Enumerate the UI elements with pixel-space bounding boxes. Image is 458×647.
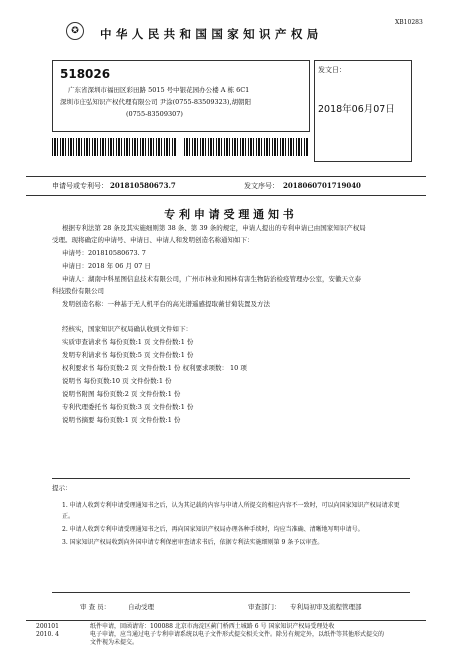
national-emblem-icon: ✪ [66, 22, 84, 40]
file-item: 实质审查请求书 每份页数:1 页 文件份数:1 份 [62, 338, 194, 346]
postcode: 518026 [60, 67, 111, 81]
form-version: 2010. 4 [36, 631, 59, 638]
examiner-label: 审 查 员： [80, 603, 111, 611]
footer-top-line [26, 620, 426, 621]
notes-heading: 提示： [52, 484, 72, 492]
send-date-value: 2018年06月07日 [318, 104, 395, 115]
note-item: 2. 申请人收到专利申请受理通知书之后，再向国家知识产权局办理各种手续时，均应当准确、清晰地写明申请号。 [62, 526, 364, 533]
address-line-1: 广东省深圳市福田区彩田路 5015 号中银花园办公楼 A 栋 6C1 [68, 86, 250, 94]
send-date-label: 发文日： [318, 66, 346, 74]
number-row-top-line [26, 176, 426, 177]
number-row-bottom-line [26, 195, 426, 196]
department-label: 审查部门： [248, 603, 281, 611]
footer-line-1: 纸件申请，回函请寄：100088 北京市海淀区蓟门桥西土城路 6 号 国家知识产权局受理处收 [90, 623, 335, 630]
address-line-3: (0755-83509307) [126, 110, 183, 118]
barcode-left [52, 138, 176, 156]
application-number: 201810580673.7 [110, 181, 176, 190]
document-code: XB10283 [395, 19, 423, 26]
footer-line-2: 电子申请，应当通过电子专利申请系统以电子文件形式提交相关文件。除另有规定外，以纸件等其他形式提交的 [90, 631, 385, 638]
filing-date-line: 申请日：2018 年 06 月 07 日 [62, 262, 151, 270]
examiner-divider [52, 592, 410, 593]
application-number-line: 申请号：201810580673. 7 [62, 249, 146, 257]
examiner-value: 自动受理 [128, 603, 154, 611]
files-intro: 经核实，国家知识产权局确认收到文件如下： [62, 325, 192, 333]
address-line-2: 深圳市庄弘知识产权代理有限公司 尹涂(0755-83509323),胡朝阳 [60, 98, 252, 106]
notes-divider [52, 478, 410, 479]
note-item: 1. 申请人收到专利申请受理通知书之后，认为其记载的内容与申请人所提交的相应内容不一致时，可以向国家知识产权局请求更正。 [62, 502, 400, 520]
file-item: 专利代理委托书 每份页数:3 页 文件份数:1 份 [62, 403, 194, 411]
form-code: 200101 [36, 623, 59, 630]
applicant-line-1: 申请人：湖南中科星图信息技术有限公司，广州市林业和园林有害生物防治检疫管理办公室，安徽天立泰 [62, 275, 361, 283]
application-number-label: 申请号或专利号： [52, 182, 108, 190]
serial-number: 2018060701719040 [283, 181, 361, 190]
intro-line-2: 受理。现将确定的申请号、申请日、申请人和发明创造名称通知如下： [52, 236, 254, 244]
intro-line-1: 根据专利法第 28 条及其实施细则第 38 条、第 39 条的规定，申请人提出的专利申请已由国家知识产权局 [62, 224, 366, 232]
footer-line-3: 文件视为未提交。 [90, 639, 139, 646]
applicant-line-2: 科技股份有限公司 [52, 287, 104, 295]
file-item: 权利要求书 每份页数:2 页 文件份数:1 份 权利要求项数： 10 项 [62, 364, 247, 372]
note-item: 3. 国家知识产权局收到向外国申请专利保密审查请求书后，依据专利法实施细则第 9 条予以审查。 [62, 539, 324, 546]
department-value: 专利局初审及流程管理部 [290, 603, 362, 611]
barcode-right [184, 138, 308, 156]
file-item: 发明专利请求书 每份页数:5 页 文件份数:1 份 [62, 351, 194, 359]
notice-title: 专 利 申 请 受 理 通 知 书 [164, 208, 294, 221]
agency-title: 中 华 人 民 共 和 国 国 家 知 识 产 权 局 [100, 27, 319, 41]
invention-name-line: 发明创造名称：一种基于无人机平台的高光谱遥感提取薇甘菊装置及方法 [62, 300, 270, 308]
file-item: 说明书摘要 每份页数:1 页 文件份数:1 份 [62, 416, 181, 424]
serial-number-label: 发文序号： [244, 182, 279, 190]
file-item: 说明书 每份页数:10 页 文件份数:1 份 [62, 377, 172, 385]
file-item: 说明书附图 每份页数:2 页 文件份数:1 份 [62, 390, 181, 398]
